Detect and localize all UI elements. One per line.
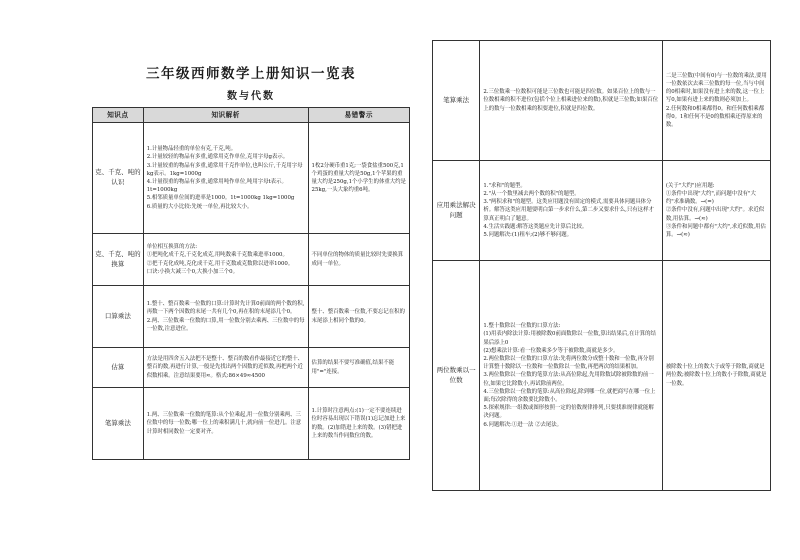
row-analysis [143,234,308,286]
analysis-line: 1.整十、整百数乘一位数的口算:计算时先计算0前面的两个数的积,再数一下两个因数的末尾一共有几个0,再在积的末尾添几个0。 [146,301,305,316]
table-row [433,161,771,261]
analysis-line: 5.探索规律:一组数或图形按照一定的倍数规律排列,只要找准规律就能解决问题。 [483,405,654,420]
analysis-line: 1.整十数除以一位数的口算方法: [483,323,561,330]
analysis-line: 5.相邻质量单位间的进率是1000。1t=1000kg 1kg=1000g [146,195,295,202]
row-topic: 笔算乘法 [93,388,144,460]
analysis-line: 6.质量的大小比较:先统一单位,再比较大小。 [146,203,253,210]
row-warning: 1枚2分硬币重1克;一袋食盐重500克,1个鸡蛋的重量大约是50g,1个苹果的重量大约是250g,1个小学生的体重大约是25kg,一头大象约重6吨。 [308,123,409,234]
analysis-line: ②把千克化成吨,克化成千克,用千克数或克数除以进率1000。 [146,260,294,267]
row-warning: 不同单位的物体的质量比较时先要换算成同一单位。 [308,234,409,286]
row-warning: 估算的结果不要写准确值,结果不能用"="连接。 [308,348,409,388]
row-analysis [143,348,308,388]
knowledge-table-left [92,107,410,460]
table-row [93,123,410,234]
row-topic: 口算乘法 [93,286,144,348]
header-warning: 易错警示 [308,108,409,123]
table-row [93,286,410,348]
analysis-line: 3.计量较重的物品有多重,通常用千克作单位,也叫公斤,千克用字母kg表示。1kg=1000g [146,162,303,177]
row-warning: 被除数十位上的数大于或等于除数,商就是两位数;被除数十位上的数小于除数,商就是一位数。 [662,261,770,491]
analysis-line: 4.生活实践题:解答这类题应先计算后比较。 [483,223,588,230]
row-analysis [143,123,308,234]
row-analysis [143,388,308,460]
analysis-line: 2.两位数除以一位数的口算方法:先将两位数分成整十数和一位数,再分别计算整十数除以一位数和一位数除以一位数,再把两次的结果相加。 [483,355,654,371]
row-analysis [480,161,663,261]
analysis-line: 单位相互换算的方法: [146,244,198,251]
analysis-line: 3."两积求和"的题型。这类应用题没有固定的模式,需要具体问题具体分析。解答这类应用题要明白第一步求什么,第二步又要求什么,只有这样才算真正明白了题意。 [483,199,654,222]
analysis-line: 5.问题解决:(1)租车;(2)够不够问题。 [483,232,573,238]
table-row [433,261,771,491]
row-analysis [480,41,663,161]
analysis-line: 1."求和"的题型。 [483,182,526,189]
row-topic: 应用乘法解决问题 [433,161,480,261]
row-warning: 整十、整百数乘一位数,不要忘记在积的末尾添上相同个数的0。 [308,286,409,348]
analysis-line: (2)想乘法计算:看一位数乘多少等于被除数,商就是多少。 [483,347,619,354]
analysis-line: 2.三位数乘一位数积可能是三位数也可能是四位数。如果百位上的数与一位数相乘的积不进位(包括个位上相乘进位来的数),积就是三位数;如果百位上的数与一位数相乘的积要进位,积就是四位数。 [483,89,659,112]
knowledge-table-right [432,40,771,491]
row-topic: 两位数乘以一位数 [433,261,480,491]
row-warning: 二是三位数(中间有0)与一位数的乘法,要用一位数依次去乘三位数的每一位,当与中间的0相乘时,如果没有进上来的数,这一位上写0,如果有进上来的数则必须加上。 2.任何数和0相乘都得0。和任何数相乘都得0。1和任何不是0的数相乘还得原来的数。 [662,41,770,161]
analysis-line: 2.计量较轻的物品有多重,通常用克作单位,克用字母g表示。 [146,154,289,161]
left-page [92,40,410,496]
analysis-line: (1)用表内除法计算:用被除数0前面数除以一位数,算出结果后,在计算的结果后添上0 [483,331,656,346]
analysis-line: 2."从一个数里减去两个数的积"的题型。 [483,190,580,197]
row-topic: 笔算乘法 [433,41,480,161]
row-warning: (关于"大约")应用题: ①条件中出现"大约",而问题中没有"大约"求准确数。→(=) ②条件中没有,问题中出现"大约"。求近似数,用估算。→(≈) ③条件和问题中都有"大约",求近似数,用估算。→(≈) [662,161,770,261]
row-analysis [480,261,663,491]
table-row [93,348,410,388]
document-title: 三年级西师数学上册知识一览表 [146,66,356,82]
analysis-line: 方法是用四舍五入法把不是整十、整百的数看作最接近它的整十、整百的数,再进行计算,一般是先找出两个因数的近似数,再把两个近似数相乘。注意结果要用≈。格式:86×49≈4500 [146,356,304,379]
right-page [432,40,771,496]
table-row [433,41,771,161]
analysis-line: 6.问题解决:①进一法 ②去尾法。 [483,421,563,428]
row-topic: 克、千克、吨的认识 [93,123,144,234]
row-topic: 估算 [93,348,144,388]
table-row [93,388,410,460]
row-topic: 克、千克、吨的换算 [93,234,144,286]
header-analysis: 知识解析 [143,108,308,123]
section-title: 数与代数 [227,91,275,102]
analysis-line: 4.计量很重的物品有多重,通常用吨作单位,吨用字母t表示。1t=1000kg [146,179,287,194]
analysis-line: 口诀:小换大减三个0,大换小加三个0。 [146,268,238,275]
analysis-line: 3.两位数除以一位数的笔算方法:从高位除起,先用除数试除被除数的前一位,如果它比除数小,再试除前两位。 [483,372,654,387]
analysis-line: 2.两、三位数乘一位数的口算,用一位数分别去乘两、三位数中的每一位数,注意进位。 [146,317,305,332]
table-row [93,234,410,286]
row-analysis [143,286,308,348]
analysis-line: 4.三位数除以一位数的笔算:从高位除起,除到哪一位,就把商写在哪一位上面;每次除得的余数要比除数小。 [483,388,656,403]
analysis-line: ①把吨化成千克,千克化成克,用吨数乘千克数乘进率1000。 [146,252,288,259]
analysis-line: 1.计量物品轻重的单位有克,千克,吨。 [146,146,237,153]
row-warning: 1.计算时注意两点:(1)一定不要连续进位时容易出现以下错误(1)忘记加进上来的数。(2)加错进上来的数。(3)错把进上来的数当作同数位的数。 [308,388,409,460]
table-header-row [93,108,410,123]
header-topic: 知识点 [93,108,144,123]
analysis-line: 1.两、三位数乘一位数的笔算:从个位乘起,用一位数分别乘两、三位数中的每一位数;哪一位上的乘积满几十,就向前一位进几。注意计算时相同数位一定要对齐。 [146,412,302,435]
